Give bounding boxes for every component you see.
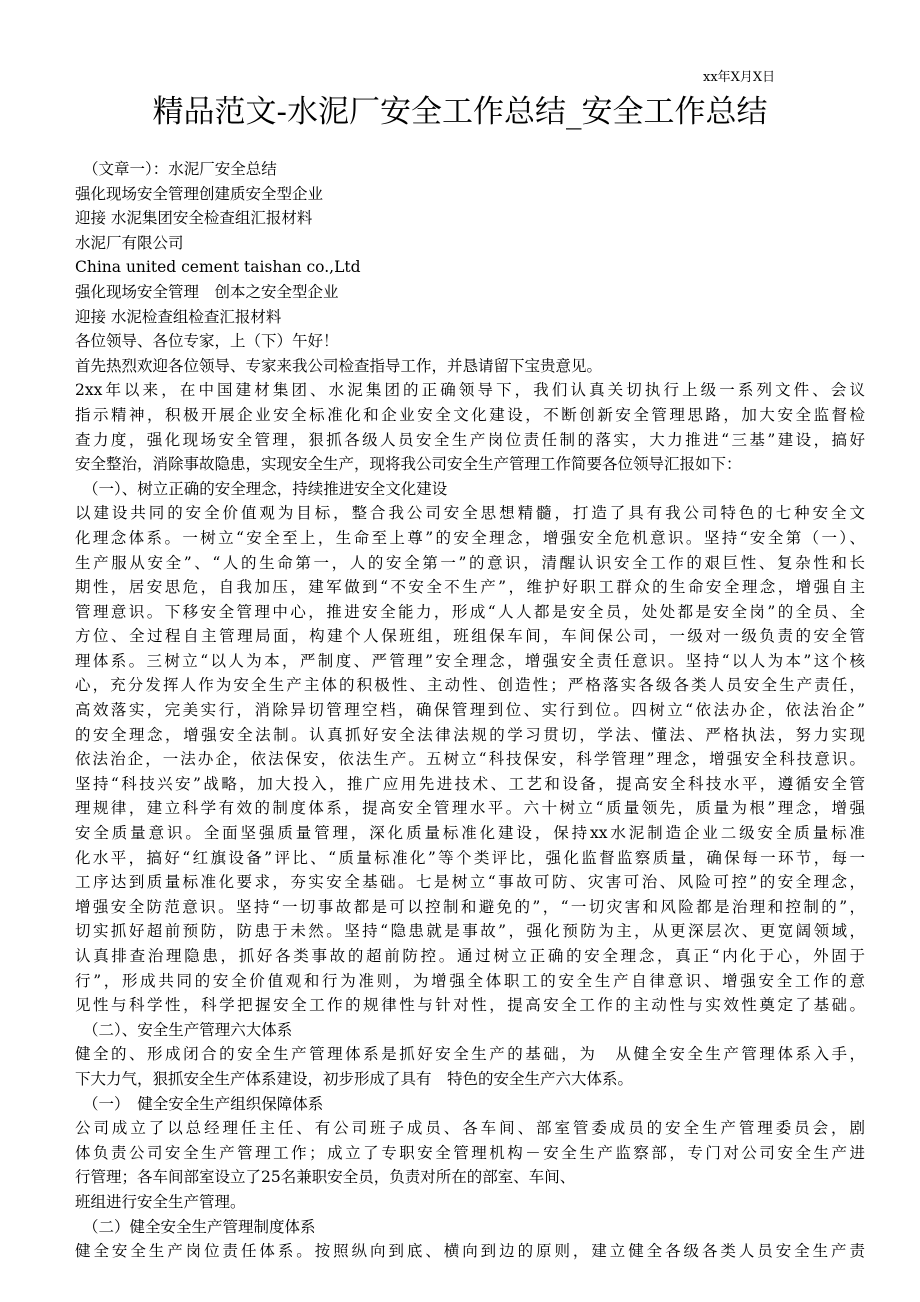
text-line: （一） 健全安全生产组织保障体系 bbox=[83, 1094, 324, 1113]
text-line: 理体系。三树立“以人为本，严制度、严管理”安全理念，增强安全责任意识。坚持“以人为本”这个核 bbox=[75, 651, 865, 670]
text-line: 切实抓好超前预防，防患于未然。坚持“隐患就是事故”，强化预防为主，从更深层次、更宽阔领域， bbox=[75, 922, 865, 941]
text-line: 健全的、形成闭合的安全生产管理体系是抓好安全生产的基础，为 从健全安全生产管理体系入手， bbox=[75, 1045, 865, 1064]
text-line: 依法治企，一法办企，依法保安，依法生产。五树立“科技保安，科学管理”理念，增强安全科技意识。 bbox=[75, 750, 865, 769]
text-line: 工序达到质量标准化要求，夯实安全基础。七是树立“事故可防、灾害可治、风险可控”的安全理念， bbox=[75, 873, 865, 892]
text-line: 方位、全过程自主管理局面，构建个人保班组，班组保车间，车间保公司，一级对一级负责的安全管 bbox=[75, 627, 865, 646]
text-line: 迎接 水泥检查组检查汇报材料 bbox=[75, 307, 282, 326]
text-line: 以建设共同的安全价值观为目标，整合我公司安全思想精髓，打造了具有我公司特色的七种安全文 bbox=[75, 504, 865, 523]
text-line: 迎接 水泥集团安全检查组汇报材料 bbox=[75, 209, 313, 228]
text-line: 首先热烈欢迎各位领导、专家来我公司检查指导工作，并恳请留下宝贵意见。 bbox=[75, 356, 603, 375]
text-line: （二）、安全生产管理六大体系 bbox=[83, 1020, 293, 1039]
text-line: （二）健全安全生产管理制度体系 bbox=[83, 1217, 316, 1236]
document-body bbox=[75, 157, 865, 1264]
text-line: 期性，居安思危，自我加压，建军做到“不安全不生产”，维护好职工群众的生命安全理念，增强自主 bbox=[75, 578, 865, 597]
text-line: 的安全理念，增强安全法制。认真抓好安全法律法规的学习贯切，学法、懂法、严格执法，努力实现 bbox=[75, 725, 865, 744]
text-line: 查力度，强化现场安全管理，狠抓各级人员安全生产岗位责任制的落实，大力推进“三基”建设，搞好 bbox=[75, 430, 865, 449]
text-line: 增强安全防范意识。坚持“一切事故都是可以控制和避免的”，“一切灾害和风险都是治理和控制的”， bbox=[75, 897, 865, 916]
text-line: 水泥厂有限公司 bbox=[75, 233, 184, 252]
text-line: 体负责公司安全生产管理工作；成立了专职安全管理机构－安全生产监察部，专门对公司安全生产进 bbox=[75, 1143, 865, 1162]
text-line: 行管理；各车间部室设立了25名兼职安全员，负责对所在的部室、车间、 bbox=[75, 1168, 576, 1187]
text-line: 安全质量意识。全面坚强质量管理，深化质量标准化建设，保持xx水泥制造企业二级安全质量标准 bbox=[75, 824, 865, 843]
text-line: 各位领导、各位专家，上（下）午好！ bbox=[75, 332, 339, 351]
document-date: xx年X月X日 bbox=[703, 70, 776, 85]
text-line: 高效落实，完美实行，消除异切管理空档，确保管理到位、实行到位。四树立“依法办企，依法治企” bbox=[75, 701, 865, 720]
text-line: China united cement taishan co.,Ltd bbox=[75, 258, 361, 277]
text-line: 行”，形成共同的安全价值观和行为准则，为增强全体职工的安全生产自律意识、增强安全工作的意 bbox=[75, 971, 865, 990]
text-line: 班组进行安全生产管理。 bbox=[75, 1192, 246, 1211]
document-title: 精品范文-水泥厂安全工作总结_安全工作总结 bbox=[152, 94, 768, 130]
text-line: 强化现场安全管理创建质安全型企业 bbox=[75, 184, 324, 203]
text-line: 健全安全生产岗位责任体系。按照纵向到底、横向到边的原则，建立健全各级各类人员安全生产责 bbox=[75, 1242, 865, 1261]
text-line: 强化现场安全管理 创本之安全型企业 bbox=[75, 282, 339, 301]
text-line: 2xx年以来，在中国建材集团、水泥集团的正确领导下，我们认真关切执行上级一系列文件、会议 bbox=[75, 381, 865, 400]
text-line: 化水平，搞好“红旗设备”评比、“质量标准化”等个类评比，强化监督监察质量，确保每一环节，每一 bbox=[75, 848, 865, 867]
text-line: 认真排查治理隐患，抓好各类事故的超前防控。通过树立正确的安全理念，真正“内化于心，外固于 bbox=[75, 947, 865, 965]
text-line: 生产服从安全”、“人的生命第一，人的安全第一”的意识，清醒认识安全工作的艰巨性、复杂性和长 bbox=[75, 553, 865, 572]
text-line: 公司成立了以总经理任主任、有公司班子成员、各车间、部室管委成员的安全生产管理委员会，剧 bbox=[75, 1119, 865, 1138]
text-line: 心，充分发挥人作为安全生产主体的积极性、主动性、创造性；严格落实各级各类人员安全生产责任， bbox=[75, 676, 865, 695]
text-line: 管理意识。下移安全管理中心，推进安全能力，形成“人人都是安全员，处处都是安全岗”的全员、全 bbox=[75, 602, 865, 621]
text-line: 安全整治，消除事故隐患，实现安全生产，现将我公司安全生产管理工作简要各位领导汇报如下： bbox=[75, 455, 742, 474]
text-line: 坚持“科技兴安”战略，加大投入，推广应用先进技术、工艺和设备，提高安全科技水平，遵循安全管 bbox=[75, 774, 865, 793]
text-line: （一）、树立正确的安全理念，持续推进安全文化建设 bbox=[83, 479, 448, 498]
text-line: 指示精神，积极开展企业安全标准化和企业安全文化建设，不断创新安全管理思路，加大安全监督检 bbox=[75, 405, 865, 424]
text-line: 理规律，建立科学有效的制度体系，提高安全管理水平。六十树立“质量领先，质量为根”理念，增强 bbox=[75, 799, 865, 818]
text-line: （文章一）：水泥厂安全总结 bbox=[83, 160, 277, 178]
text-line: 下大力气，狠抓安全生产体系建设，初步形成了具有 特色的安全生产六大体系。 bbox=[75, 1069, 634, 1088]
text-line: 化理念体系。一树立“安全至上，生命至上尊”的安全理念，增强安全危机意识。坚持“安全第（一）、 bbox=[75, 528, 865, 547]
text-line: 见性与科学性，科学把握安全工作的规律性与针对性，提高安全工作的主动性与实效性奠定了基础。 bbox=[75, 996, 865, 1015]
